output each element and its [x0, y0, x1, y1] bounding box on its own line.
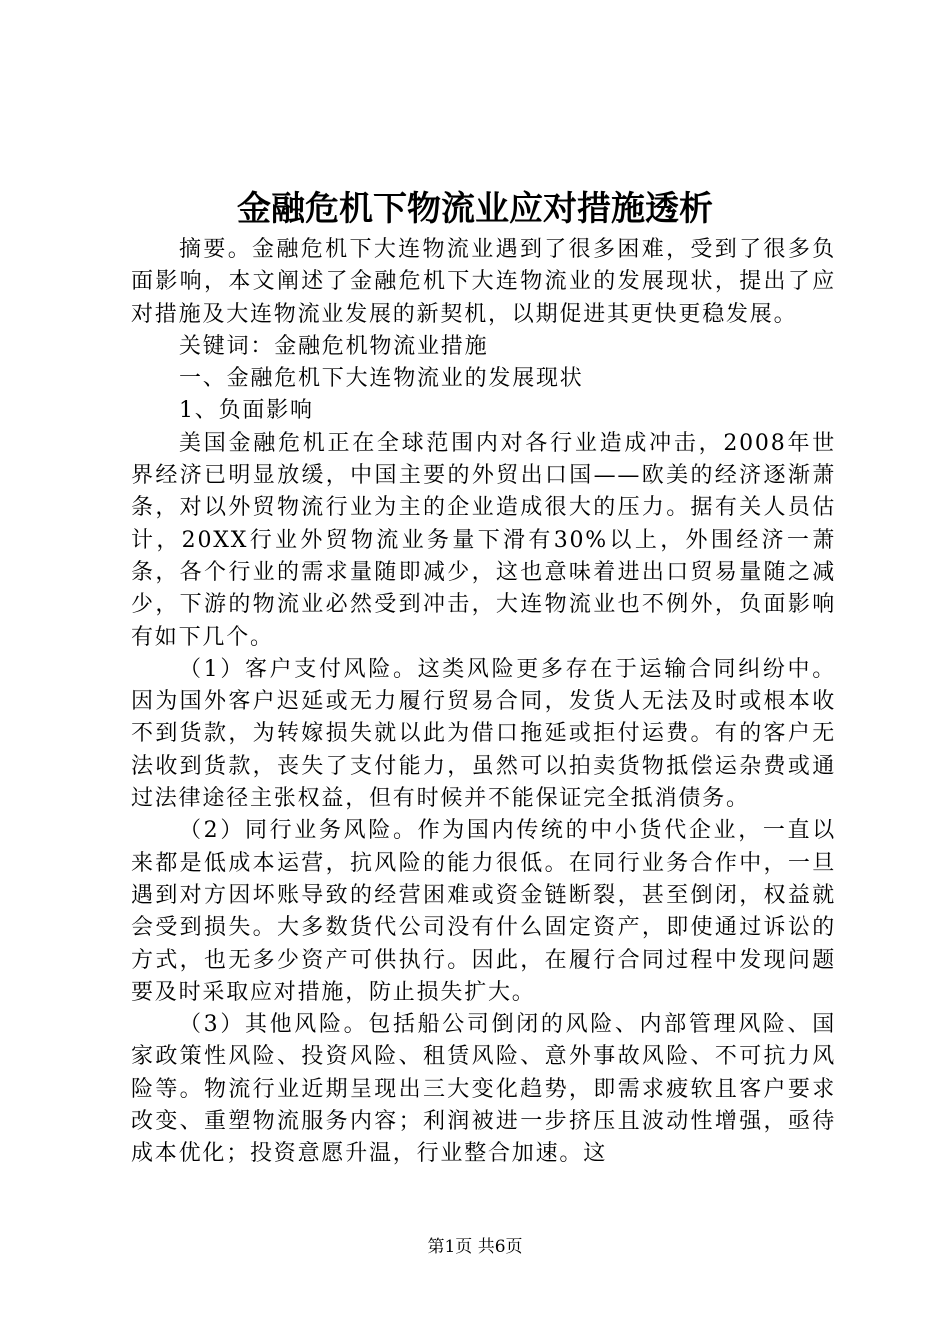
body-paragraph: （3）其他风险。包括船公司倒闭的风险、内部管理风险、国家政策性风险、投资风险、租赁风险、意外事故风险、不可抗力风险等。物流行业近期呈现出三大变化趋势，即需求疲软且客户要求改变、重塑物流服务内容；利润被进一步挤压且波动性增强，亟待成本优化；投资意愿升温，行业整合加速。这: [131, 1012, 836, 1167]
subsection-heading: 1、负面影响: [179, 398, 314, 424]
section-heading: 一、金融危机下大连物流业的发展现状: [179, 366, 584, 392]
body-paragraph: （2）同行业务风险。作为国内传统的中小货代企业，一直以来都是低成本运营，抗风险的能力很低。在同行业务合作中，一旦遇到对方因坏账导致的经营困难或资金链断裂，甚至倒闭，权益就会受到损失。大多数货代公司没有什么固定资产，即使通过诉讼的方式，也无多少资产可供执行。因此，在履行合同过程中发现问题要及时采取应对措施，防止损失扩大。: [131, 818, 836, 1005]
document-body: [131, 234, 836, 1171]
body-paragraph: 美国金融危机正在全球范围内对各行业造成冲击，2008年世界经济已明显放缓，中国主要的外贸出口国——欧美的经济逐渐萧条，对以外贸物流行业为主的企业造成很大的压力。据有关人员估计，20XX行业外贸物流业务量下滑有30%以上，外围经济一萧条，各个行业的需求量随即减少，这也意味着进出口贸易量随之减少，下游的物流业必然受到冲击，大连物流业也不例外，负面影响有如下几个。: [131, 430, 836, 650]
document-title: 金融危机下物流业应对措施透析: [237, 189, 713, 229]
keywords-line: 关键词：金融危机物流业措施: [179, 333, 489, 359]
abstract-paragraph: 摘要。金融危机下大连物流业遇到了很多困难，受到了很多负面影响，本文阐述了金融危机下大连物流业的发展现状，提出了应对措施及大连物流业发展的新契机，以期促进其更快更稳发展。: [131, 237, 836, 327]
body-paragraph: （1）客户支付风险。这类风险更多存在于运输合同纠纷中。因为国外客户迟延或无力履行贸易合同，发货人无法及时或根本收不到货款，为转嫁损失就以此为借口拖延或拒付运费。有的客户无法收到货款，丧失了支付能力，虽然可以拍卖货物抵偿运杂费或通过法律途径主张权益，但有时候并不能保证完全抵消债务。: [131, 656, 836, 812]
page-number-footer: 第1页 共6页: [427, 1237, 523, 1257]
